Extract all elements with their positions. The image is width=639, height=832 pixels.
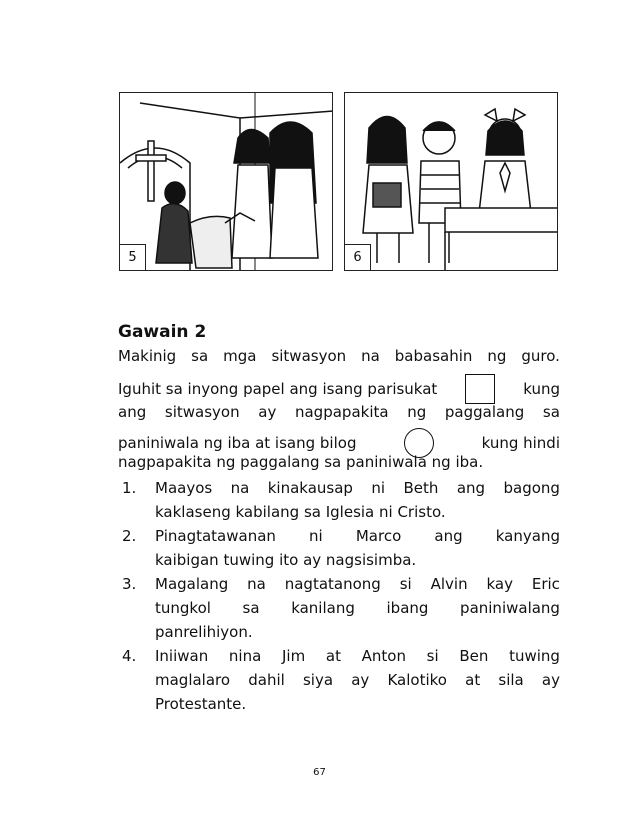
word: Magalang — [155, 575, 229, 593]
item-line — [155, 524, 560, 548]
word: sila — [498, 671, 524, 689]
item-line — [155, 668, 560, 692]
item-number: 3. — [122, 575, 137, 593]
word: na — [230, 479, 250, 497]
word: Makinig — [118, 347, 177, 365]
word: ng — [407, 403, 427, 421]
activity-title: Gawain 2 — [118, 322, 207, 342]
item-number: 4. — [122, 647, 137, 665]
word: sa — [191, 347, 209, 365]
word: ni — [371, 479, 386, 497]
word: sa — [542, 403, 560, 421]
word: tungkol — [155, 599, 211, 617]
word: si — [426, 647, 439, 665]
word: maglalaro — [155, 671, 231, 689]
word: paniniwalang — [460, 599, 560, 617]
item-line: kaklaseng kabilang sa Iglesia ni Cristo. — [155, 503, 446, 521]
word: kay — [486, 575, 513, 593]
word: guro. — [521, 347, 560, 365]
word: Marco — [355, 527, 402, 545]
church-scene-illustration — [120, 93, 333, 271]
item-line — [155, 572, 560, 596]
list-item — [118, 644, 560, 716]
word: nagtatanong — [284, 575, 381, 593]
word: sitwasyon — [271, 347, 347, 365]
word: Pinagtatawanan — [155, 527, 276, 545]
word: nina — [228, 647, 262, 665]
word: bagong — [503, 479, 560, 497]
item-line: kaibigan tuwing ito ay nagsisimba. — [155, 551, 417, 569]
square-symbol — [465, 374, 495, 404]
word: dahil — [248, 671, 285, 689]
word: siya — [302, 671, 334, 689]
instruction-text: Iguhit sa inyong papel ang isang parisukat — [118, 380, 438, 398]
instruction-line-1 — [118, 346, 560, 366]
word: Alvin — [430, 575, 468, 593]
instruction-text: nagpapakita ng paggalang sa paniniwala ng iba. — [118, 453, 484, 471]
item-line — [155, 644, 560, 668]
word: ni — [309, 527, 323, 545]
instruction-line-3 — [118, 402, 560, 422]
picture-number: 5 — [120, 244, 146, 270]
word: Jim — [281, 647, 306, 665]
word: Maayos — [155, 479, 213, 497]
picture-6-praying-children — [344, 92, 558, 271]
word: kanyang — [495, 527, 560, 545]
word: Iniiwan — [155, 647, 209, 665]
word: sa — [242, 599, 260, 617]
word: kanilang — [291, 599, 355, 617]
praying-children-illustration — [345, 93, 558, 271]
word: babasahin — [394, 347, 473, 365]
word: mga — [223, 347, 257, 365]
item-line — [155, 596, 560, 620]
word: Anton — [361, 647, 406, 665]
word: kinakausap — [267, 479, 353, 497]
item-line — [155, 476, 560, 500]
item-number: 2. — [122, 527, 137, 545]
list-item — [118, 524, 560, 572]
instruction-line-2 — [118, 374, 560, 404]
word: si — [399, 575, 412, 593]
word: Ben — [459, 647, 489, 665]
word: ay — [258, 403, 277, 421]
word: na — [361, 347, 380, 365]
word: ng — [487, 347, 507, 365]
picture-number: 6 — [345, 244, 371, 270]
page-number: 67 — [313, 767, 326, 778]
word: ang — [456, 479, 486, 497]
word: tuwing — [509, 647, 560, 665]
word: at — [325, 647, 341, 665]
instruction-text: paniniwala ng iba at isang bilog — [118, 434, 357, 452]
word: ibang — [386, 599, 429, 617]
word: ay — [351, 671, 370, 689]
item-line: Protestante. — [155, 695, 247, 713]
word: na — [247, 575, 266, 593]
item-number: 1. — [122, 479, 137, 497]
word: at — [465, 671, 481, 689]
item-line: panrelihiyon. — [155, 623, 253, 641]
word: Beth — [403, 479, 439, 497]
list-item — [118, 572, 560, 644]
word: ay — [541, 671, 560, 689]
list-item — [118, 476, 560, 524]
word: nagpapakita — [294, 403, 389, 421]
picture-5-church-scene — [119, 92, 333, 271]
instruction-line-5 — [118, 452, 560, 472]
instruction-text: kung hindi — [481, 434, 560, 452]
word: paggalang — [444, 403, 525, 421]
word: ang — [118, 403, 147, 421]
word: Kalotiko — [387, 671, 447, 689]
word: Eric — [531, 575, 560, 593]
instruction-text: kung — [523, 380, 560, 398]
word: sitwasyon — [164, 403, 240, 421]
word: ang — [434, 527, 463, 545]
